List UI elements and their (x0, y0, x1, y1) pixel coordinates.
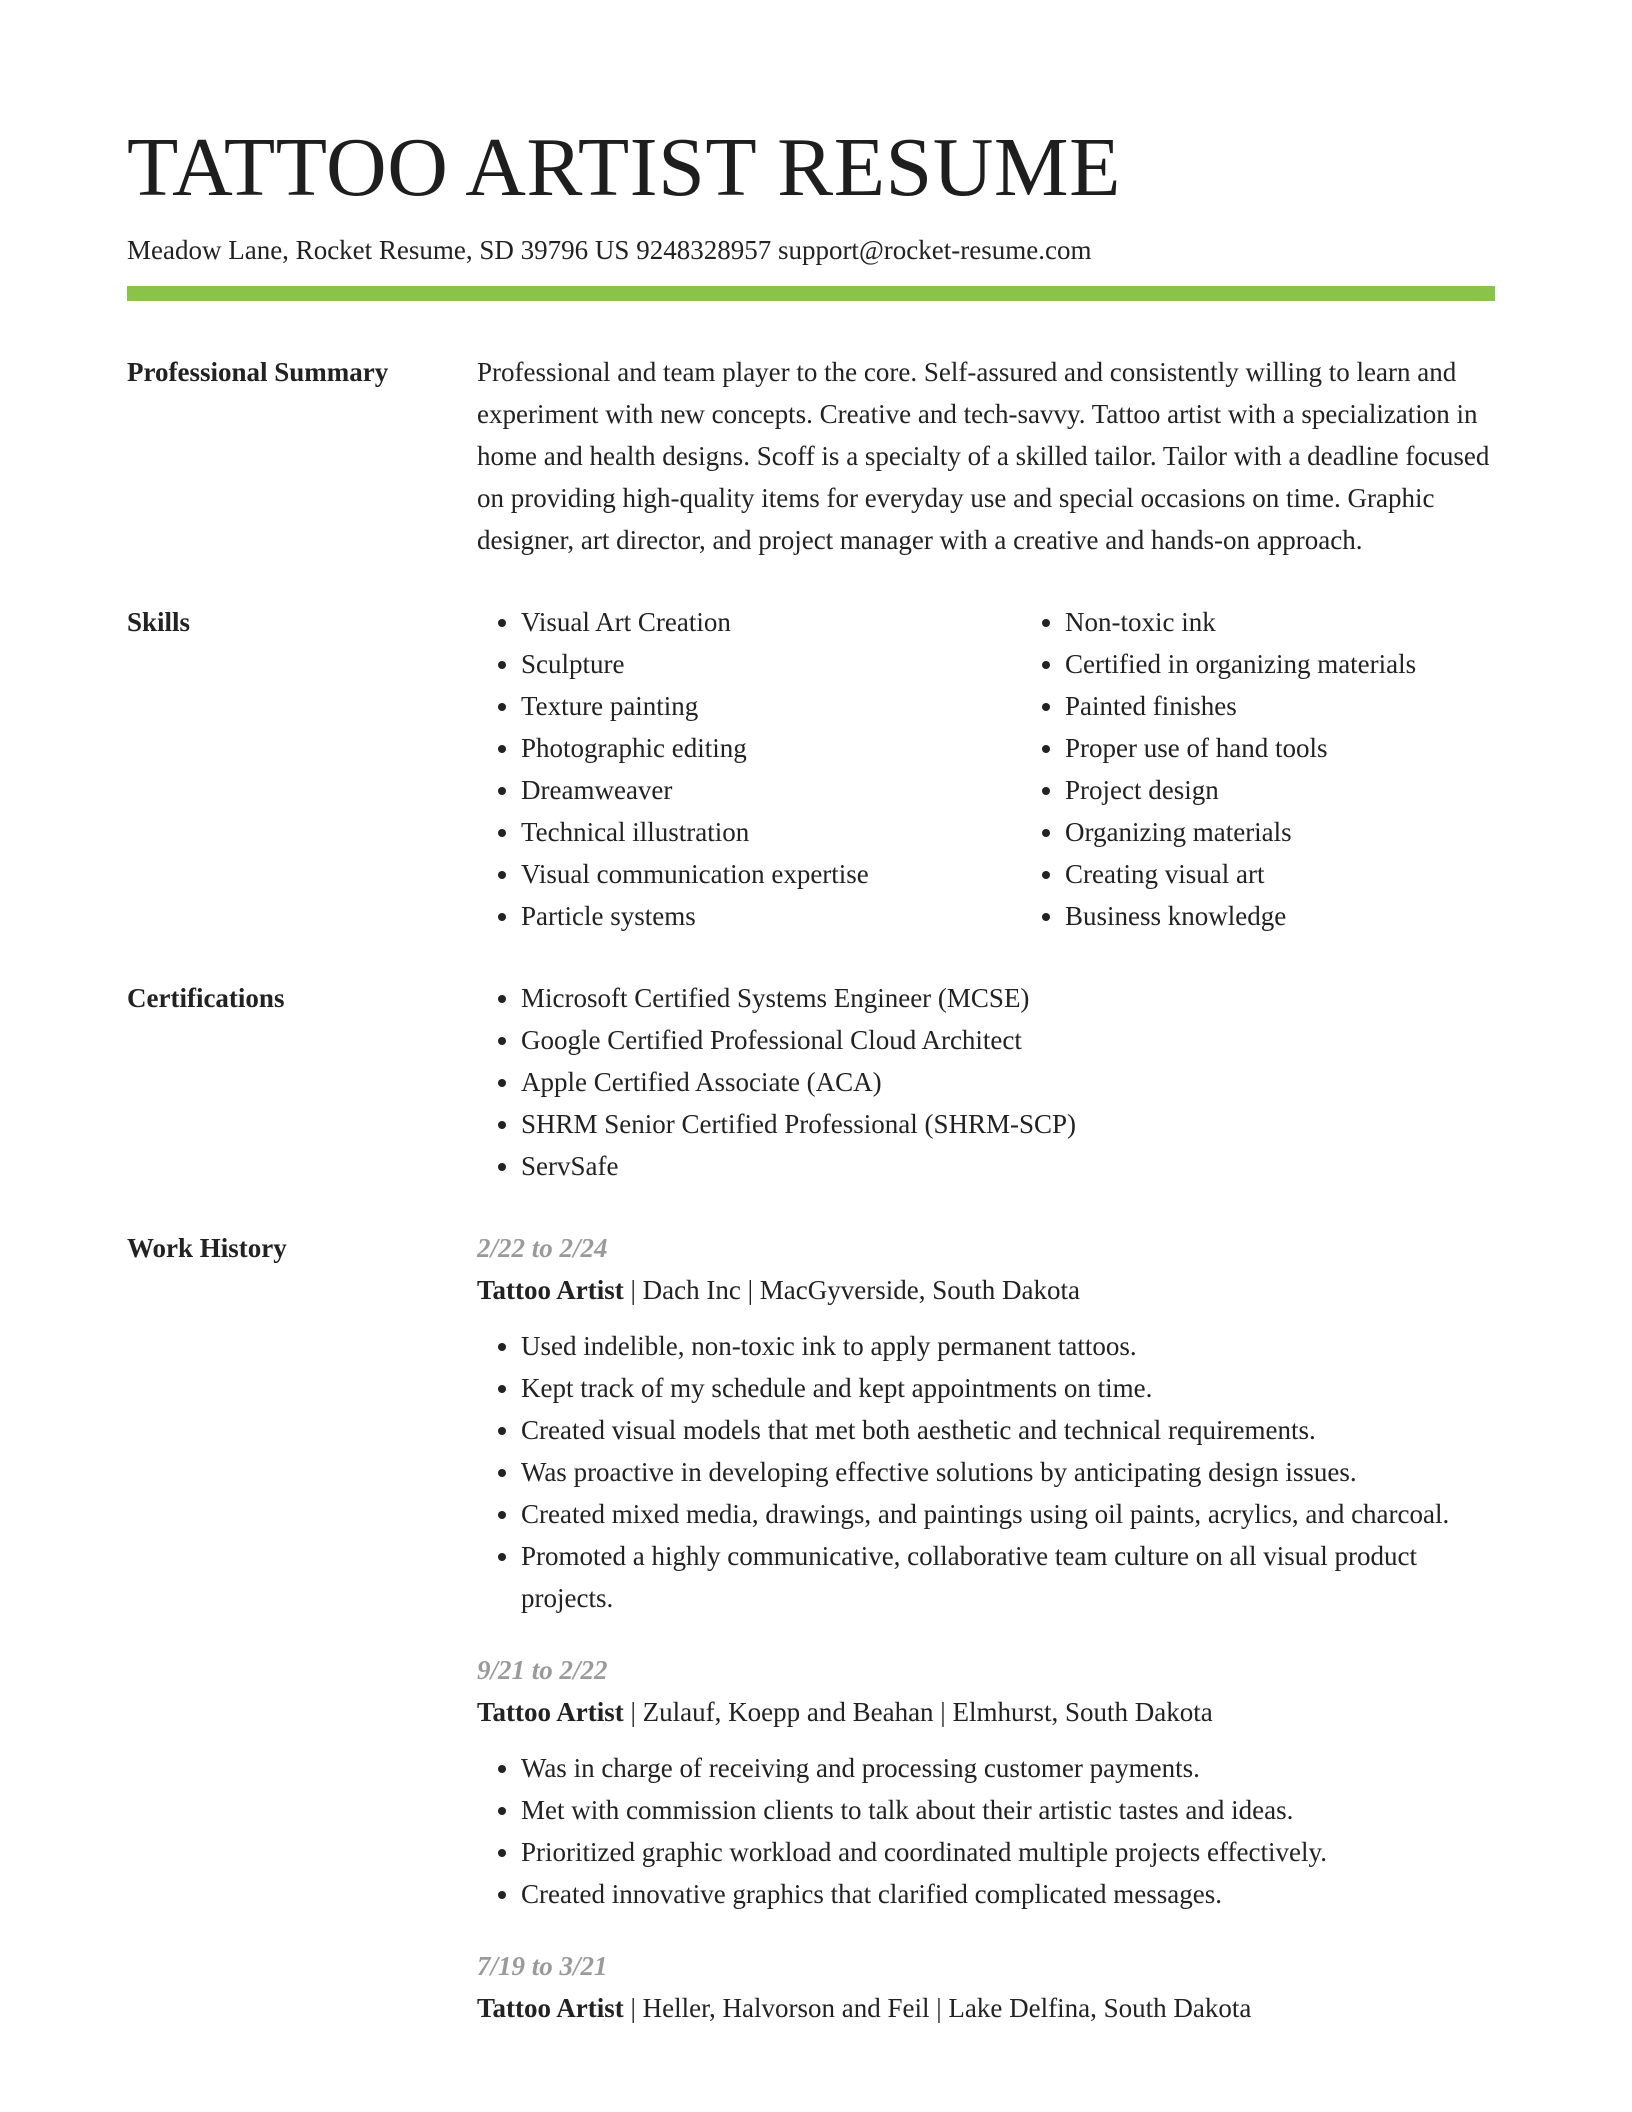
job-bullet: • Created innovative graphics that clarified complicated messages. (521, 1873, 1495, 1915)
job-entry (477, 1945, 1495, 2029)
skill-item: • Certified in organizing materials (1065, 643, 1565, 685)
job-bullet: • Created visual models that met both aesthetic and technical requirements. (521, 1409, 1495, 1451)
job-entry (477, 1649, 1495, 1915)
job-heading (477, 1691, 1495, 1733)
address: Meadow Lane, Rocket Resume, SD 39796 US (127, 235, 630, 265)
email: support@rocket-resume.com (777, 235, 1092, 265)
skill-item: • Non-toxic ink (1065, 601, 1565, 643)
skill-item: • Sculpture (521, 643, 1021, 685)
certification-item: • SHRM Senior Certified Professional (SHRM-SCP) (521, 1103, 1495, 1145)
section-content (477, 351, 1495, 561)
contact-line (127, 232, 1495, 268)
job-role: Tattoo Artist (477, 1993, 624, 2023)
certifications-section (127, 977, 1495, 1187)
skills-list-right (1021, 601, 1565, 937)
skill-item: • Visual communication expertise (521, 853, 1021, 895)
header-divider (127, 286, 1495, 301)
job-dates: 7/19 to 3/21 (477, 1951, 608, 1981)
job-dates: 2/22 to 2/24 (477, 1233, 608, 1263)
job-bullet: • Used indelible, non-toxic ink to apply permanent tattoos. (521, 1325, 1495, 1367)
job-bullet: • Kept track of my schedule and kept appointments on time. (521, 1367, 1495, 1409)
resume-title: TATTOO ARTIST RESUME (127, 121, 1121, 214)
certification-item: • ServSafe (521, 1145, 1495, 1187)
skill-item: • Project design (1065, 769, 1565, 811)
summary-section (127, 351, 1495, 561)
certification-item: • Apple Certified Associate (ACA) (521, 1061, 1495, 1103)
job-bullet: • Prioritized graphic workload and coordinated multiple projects effectively. (521, 1831, 1495, 1873)
skill-item: • Photographic editing (521, 727, 1021, 769)
job-bullets (477, 1325, 1495, 1619)
work-history-section (127, 1227, 1495, 2029)
job-details: | Heller, Halvorson and Feil | Lake Delfina, South Dakota (623, 1993, 1252, 2023)
job-bullet: • Created mixed media, drawings, and paintings using oil paints, acrylics, and charcoal. (521, 1493, 1495, 1535)
skill-item: • Dreamweaver (521, 769, 1021, 811)
job-bullet: • Met with commission clients to talk about their artistic tastes and ideas. (521, 1789, 1495, 1831)
job-entry (477, 1227, 1495, 1619)
skills-list-left (477, 601, 1021, 937)
section-label: Professional Summary (127, 357, 389, 387)
job-heading (477, 1269, 1495, 1311)
skill-item: • Painted finishes (1065, 685, 1565, 727)
job-role: Tattoo Artist (477, 1697, 624, 1727)
certification-item: • Google Certified Professional Cloud Architect (521, 1019, 1495, 1061)
job-details: | Dach Inc | MacGyverside, South Dakota (623, 1275, 1080, 1305)
job-bullet: • Was proactive in developing effective solutions by anticipating design issues. (521, 1451, 1495, 1493)
certifications-list (477, 977, 1495, 1187)
phone: 9248328957 (636, 235, 772, 265)
job-role: Tattoo Artist (477, 1275, 624, 1305)
skill-item: • Organizing materials (1065, 811, 1565, 853)
job-bullets (477, 1747, 1495, 1915)
section-content (477, 601, 1565, 937)
section-label: Skills (127, 607, 191, 637)
skill-item: • Particle systems (521, 895, 1021, 937)
job-heading (477, 1987, 1495, 2029)
job-dates: 9/21 to 2/22 (477, 1655, 608, 1685)
skill-item: • Proper use of hand tools (1065, 727, 1565, 769)
resume-page (127, 118, 1495, 2029)
job-bullet: • Promoted a highly communicative, collaborative team culture on all visual product projects. (521, 1535, 1495, 1619)
skill-item: • Texture painting (521, 685, 1021, 727)
skill-item: • Business knowledge (1065, 895, 1565, 937)
section-content (477, 1227, 1495, 2029)
job-details: | Zulauf, Koepp and Beahan | Elmhurst, South Dakota (623, 1697, 1213, 1727)
skill-item: • Visual Art Creation (521, 601, 1021, 643)
job-bullet: • Was in charge of receiving and processing customer payments. (521, 1747, 1495, 1789)
skills-section (127, 601, 1495, 937)
summary-text: Professional and team player to the core. Self-assured and consistently willing to learn and experiment with new concepts. Creative and tech-savvy. Tattoo artist with a specialization in home and health designs. Scoff is a specialty of a skilled tailor. Tailor with a deadline focused on providing high-quality items for everyday use and special occasions on time. Graphic designer, art director, and project manager with a creative and hands-on approach. (477, 357, 1490, 555)
section-content (477, 977, 1495, 1187)
skill-item: • Creating visual art (1065, 853, 1565, 895)
section-label: Certifications (127, 983, 285, 1013)
section-label: Work History (127, 1233, 287, 1263)
certification-item: • Microsoft Certified Systems Engineer (MCSE) (521, 977, 1495, 1019)
skill-item: • Technical illustration (521, 811, 1021, 853)
